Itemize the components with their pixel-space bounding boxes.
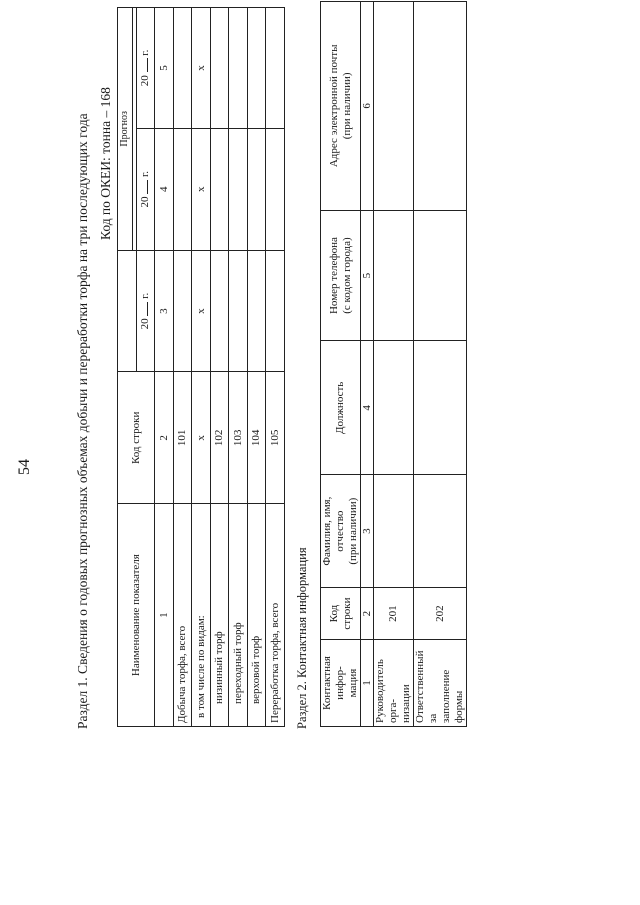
row-value-1 xyxy=(229,250,248,372)
colnum-4: 4 xyxy=(155,128,174,250)
row-name: низинный торф xyxy=(210,504,229,727)
colnum-4: 4 xyxy=(361,341,374,475)
colnum-3: 3 xyxy=(361,475,374,588)
header-fio: Фамилия, имя, отчество (при наличии) xyxy=(321,475,361,588)
row-email xyxy=(374,2,414,211)
row-value-1: х xyxy=(192,250,211,372)
row-name: верховой торф xyxy=(247,504,266,727)
contacts-table xyxy=(320,1,467,727)
header-year-1-blank xyxy=(118,250,137,372)
row-code: 105 xyxy=(266,372,285,504)
row-value-2 xyxy=(266,128,285,250)
header-email: Адрес электронной почты (при наличии) xyxy=(321,2,361,211)
row-value-1 xyxy=(210,250,229,372)
row-fio xyxy=(414,475,467,588)
row-value-3 xyxy=(247,8,266,129)
table-row xyxy=(229,8,248,727)
row-code: 202 xyxy=(414,588,467,640)
row-value-3 xyxy=(266,8,285,129)
row-phone xyxy=(414,210,467,341)
row-value-1 xyxy=(247,250,266,372)
header-forecast: Прогноз xyxy=(118,8,133,251)
row-code: 103 xyxy=(229,372,248,504)
row-value-2 xyxy=(173,128,192,250)
colnum-3: 3 xyxy=(155,250,174,372)
row-position xyxy=(374,341,414,475)
row-value-1 xyxy=(266,250,285,372)
table-row xyxy=(266,8,285,727)
row-code: 104 xyxy=(247,372,266,504)
row-code: х xyxy=(192,372,211,504)
row-name: переходный торф xyxy=(229,504,248,727)
section1-title: Раздел 1. Сведения о годовых прогнозных объемах добычи и переработки торфа на три последующих года xyxy=(75,113,90,729)
row-value-2: х xyxy=(192,128,211,250)
colnum-2: 2 xyxy=(361,588,374,640)
row-name: Ответственный за заполнение формы xyxy=(414,640,467,727)
header-year-1: 20 г. xyxy=(136,250,155,372)
forecast-table xyxy=(117,7,285,727)
table-row xyxy=(247,8,266,727)
row-value-3 xyxy=(229,8,248,129)
row-name: в том числе по видам: xyxy=(192,504,211,727)
row-code: 102 xyxy=(210,372,229,504)
header-phone: Номер телефона (с кодом города) xyxy=(321,210,361,341)
colnum-5: 5 xyxy=(361,210,374,341)
row-value-3 xyxy=(210,8,229,129)
row-code: 201 xyxy=(374,588,414,640)
table-row xyxy=(414,2,467,727)
table-row xyxy=(192,8,211,727)
colnum-1: 1 xyxy=(155,504,174,727)
header-year-3: 20 г. xyxy=(136,8,155,129)
colnum-6: 6 xyxy=(361,2,374,211)
row-value-2 xyxy=(229,128,248,250)
header-position: Должность xyxy=(321,341,361,475)
row-fio xyxy=(374,475,414,588)
row-value-2 xyxy=(247,128,266,250)
section2-title: Раздел 2. Контактная информация xyxy=(295,547,309,729)
row-value-3: х xyxy=(192,8,211,129)
table-row xyxy=(374,2,414,727)
colnum-1: 1 xyxy=(361,640,374,727)
row-position xyxy=(414,341,467,475)
colnum-2: 2 xyxy=(155,372,174,504)
row-code: 101 xyxy=(173,372,192,504)
okei-code: Код по ОКЕИ: тонна – 168 xyxy=(98,87,113,240)
table-row xyxy=(210,8,229,727)
row-email xyxy=(414,2,467,211)
table-row xyxy=(173,8,192,727)
row-value-2 xyxy=(210,128,229,250)
row-name: Переработка торфа, всего xyxy=(266,504,285,727)
header-code: Код строки xyxy=(321,588,361,640)
header-year-2: 20 г. xyxy=(136,128,155,250)
header-contact: Контактная инфор- мация xyxy=(321,640,361,727)
header-code: Код строки xyxy=(118,372,155,504)
colnum-5: 5 xyxy=(155,8,174,129)
page-number: 54 xyxy=(16,459,33,475)
row-name: Руководитель орга- низации xyxy=(374,640,414,727)
row-value-1 xyxy=(173,250,192,372)
row-value-3 xyxy=(173,8,192,129)
header-name: Наименование показателя xyxy=(118,504,155,727)
row-phone xyxy=(374,210,414,341)
row-name: Добыча торфа, всего xyxy=(173,504,192,727)
